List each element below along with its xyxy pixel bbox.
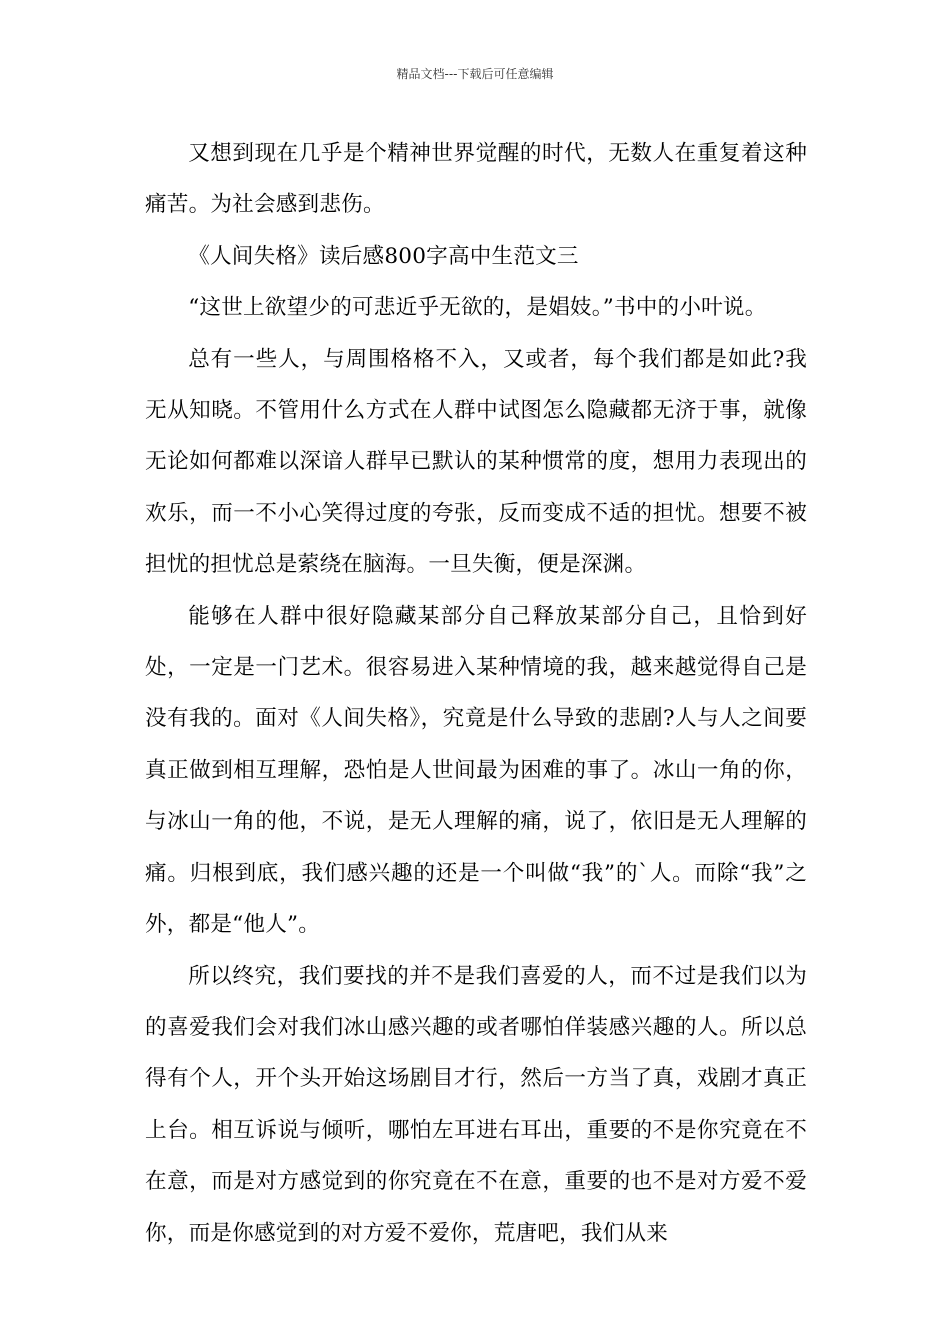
document-body xyxy=(145,128,807,1259)
paragraph-2: 总有一些人，与周围格格不入，又或者，每个我们都是如此?我无从知晓。不管用什么方式在人群中试图怎么隐藏都无济于事，就像无论如何都难以深谙人群早已默认的某种惯常的度，想用力表现出的欢乐，而一不小心笑得过度的夸张，反而变成不适的担忧。想要不被担忧的担忧总是萦绕在脑海。一旦失衡，便是深渊。 xyxy=(145,346,807,578)
paragraph-1: 又想到现在几乎是个精神世界觉醒的时代，无数人在重复着这种痛苦。为社会感到悲伤。 xyxy=(145,141,807,218)
page-header: 精品文档---下载后可任意编辑 xyxy=(396,67,554,81)
paragraph-quote: “这世上欲望少的可悲近乎无欲的，是娼妓。”书中的小叶说。 xyxy=(188,295,767,321)
paragraph-4: 所以终究，我们要找的并不是我们喜爱的人，而不过是我们以为的喜爱我们会对我们冰山感兴趣的或者哪怕佯装感兴趣的人。所以总得有个人，开个头开始这场剧目才行，然后一方当了真，戏剧才真正上台。相互诉说与倾听，哪怕左耳进右耳出，重要的不是你究竟在不在意，而是对方感觉到的你究竟在不在意，重要的也不是对方爱不爱你，而是你感觉到的对方爱不爱你，荒唐吧，我们从来 xyxy=(145,963,807,1246)
section-title: 《人间失格》读后感800字高中生范文三 xyxy=(188,243,579,269)
paragraph-3: 能够在人群中很好隐藏某部分自己释放某部分自己，且恰到好处，一定是一门艺术。很容易进入某种情境的我，越来越觉得自己是没有我的。面对《人间失格》，究竟是什么导致的悲剧?人与人之间要真正做到相互理解，恐怕是人世间最为困难的事了。冰山一角的你，与冰山一角的他，不说，是无人理解的痛，说了，依旧是无人理解的痛。归根到底，我们感兴趣的还是一个叫做“我”的`人。而除“我”之外，都是“他人”。 xyxy=(145,603,807,938)
